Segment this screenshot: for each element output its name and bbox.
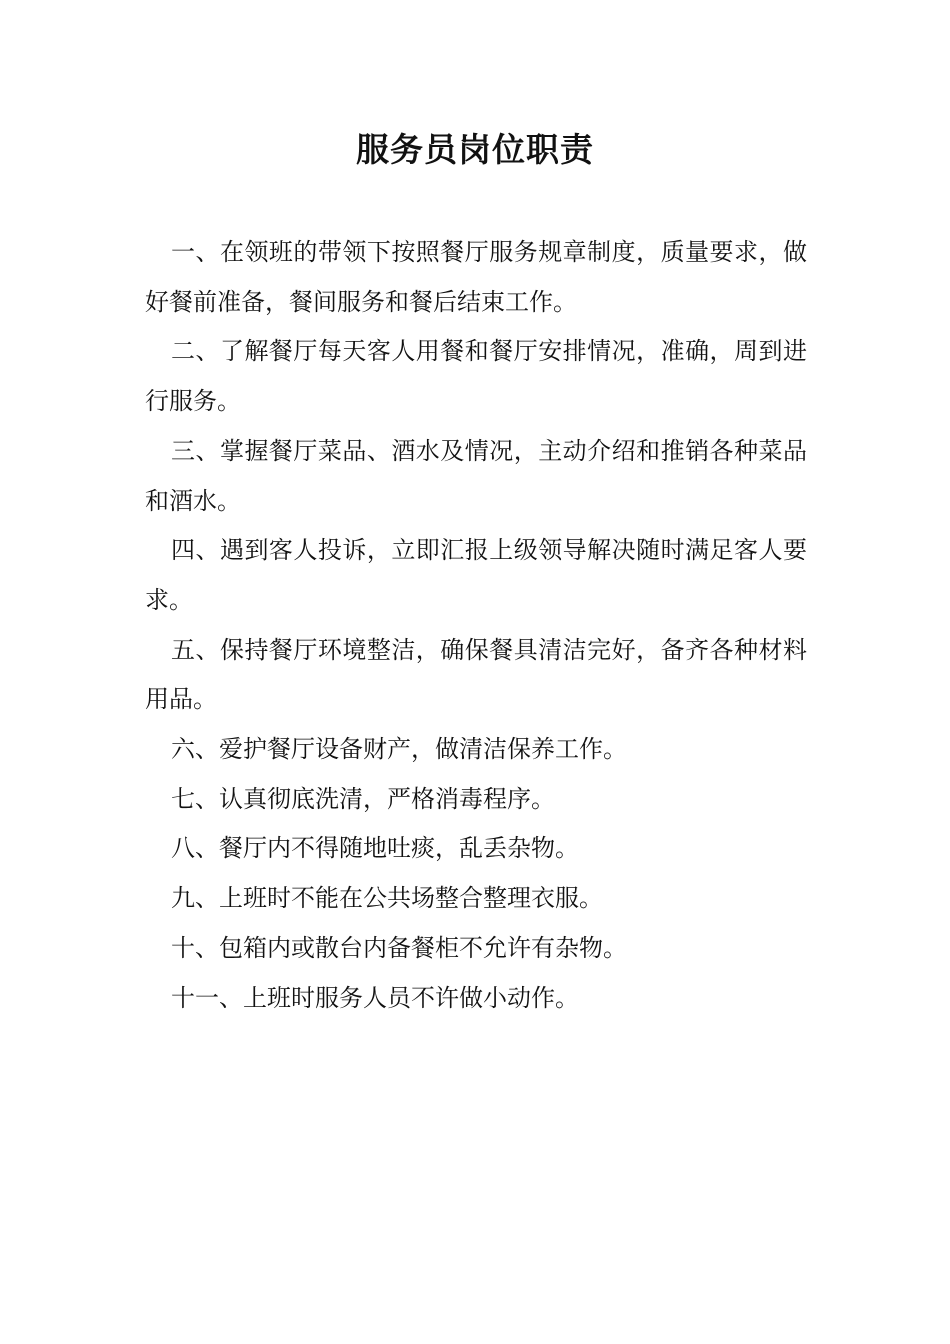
duty-item-7: 七、认真彻底洗清，严格消毒程序。: [171, 784, 555, 813]
duty-item-6: 六、爱护餐厅设备财产，做清洁保养工作。: [171, 735, 627, 764]
duty-item-4: 四、遇到客人投诉，立即汇报上级领导解决随时满足客人要求。: [145, 536, 807, 614]
duty-item-1: 一、在领班的带领下按照餐厅服务规章制度，质量要求，做好餐前准备，餐间服务和餐后结束工作。: [145, 238, 807, 316]
duty-item-10: 十、包箱内或散台内备餐柜不允许有杂物。: [171, 933, 627, 962]
duty-item-2: 二、了解餐厅每天客人用餐和餐厅安排情况，准确，周到进行服务。: [145, 337, 807, 416]
document-title: 服务员岗位职责: [356, 130, 594, 169]
duty-item-3: 三、掌握餐厅菜品、酒水及情况，主动介绍和推销各种菜品和酒水。: [145, 436, 807, 515]
duty-list: [145, 228, 807, 1023]
duty-item-11: 十一、上班时服务人员不许做小动作。: [171, 983, 579, 1012]
duty-item-5: 五、保持餐厅环境整洁，确保餐具清洁完好，备齐各种材料用品。: [145, 635, 807, 714]
duty-item-8: 八、餐厅内不得随地吐痰，乱丢杂物。: [171, 834, 579, 863]
duty-item-9: 九、上班时不能在公共场整合整理衣服。: [171, 884, 603, 913]
